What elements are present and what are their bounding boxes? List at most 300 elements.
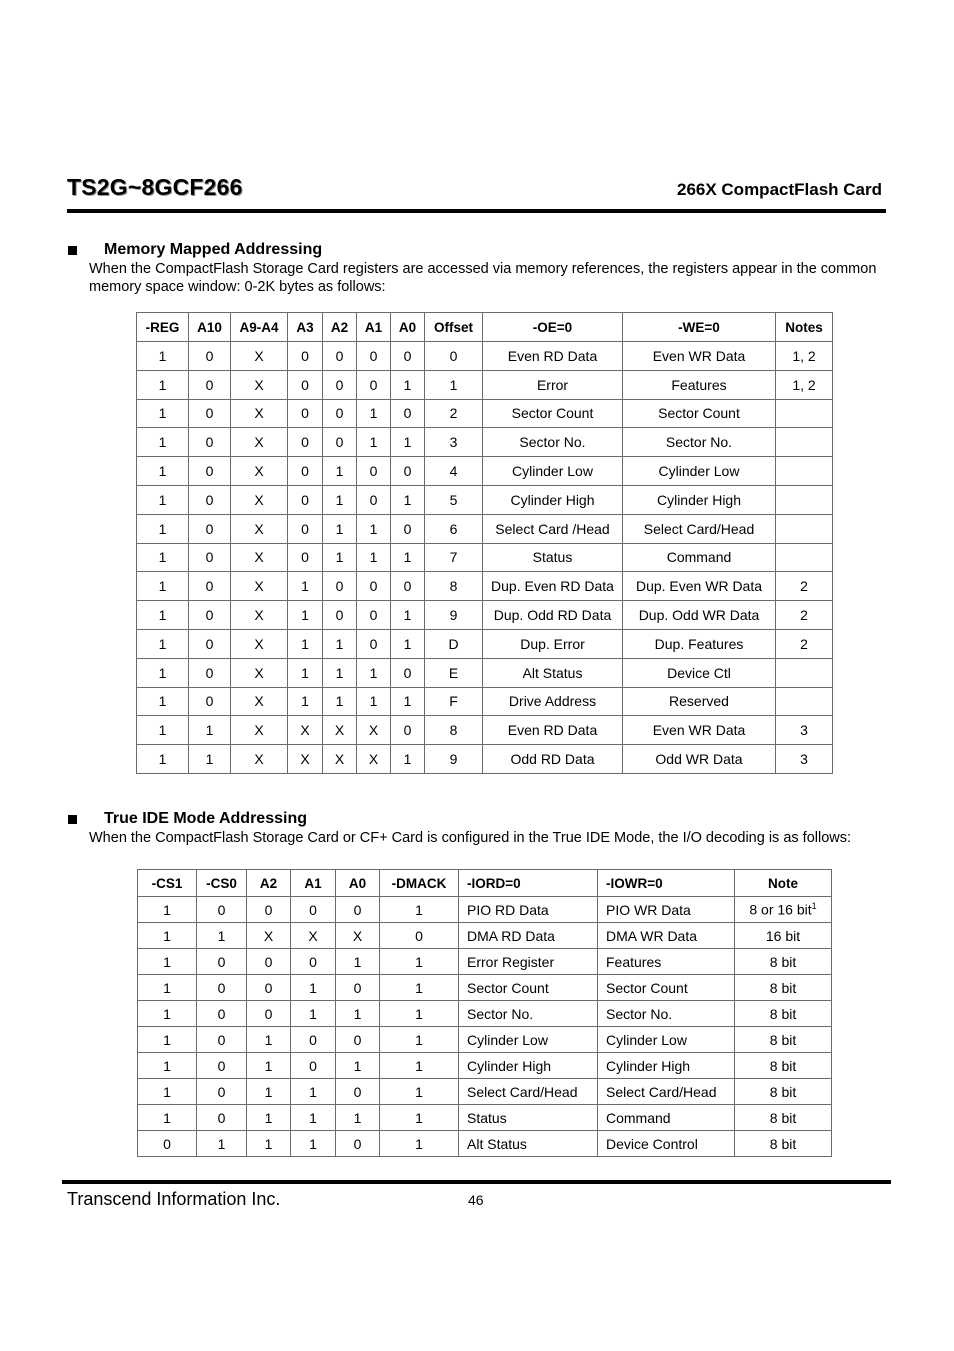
- cell-value: 1: [301, 607, 309, 624]
- table-cell: [247, 1131, 291, 1157]
- cell-value: 1: [158, 722, 167, 739]
- cell-value: 1: [415, 1005, 423, 1022]
- table-cell: [291, 1131, 336, 1157]
- table-cell: [380, 1131, 459, 1157]
- table-cell: [623, 687, 776, 716]
- cell-value: 0: [369, 491, 378, 508]
- ide-table-body: [138, 897, 832, 1157]
- cell-value: 8 bit: [769, 1135, 797, 1152]
- cell-value: 0: [205, 463, 214, 480]
- cell-value: 0: [369, 347, 378, 364]
- table-cell: [391, 485, 425, 514]
- table-row: [138, 1105, 832, 1131]
- table-cell: [391, 716, 425, 745]
- table-cell: [425, 543, 483, 572]
- table-cell: [231, 716, 288, 745]
- table-cell: [288, 572, 323, 601]
- table-cell: [189, 687, 231, 716]
- column-header: -IORD=0: [459, 870, 598, 897]
- cell-value: 1: [369, 664, 378, 681]
- cell-value: 1: [353, 1057, 362, 1074]
- cell-value: 0: [301, 434, 309, 451]
- cell-value: X: [254, 693, 264, 710]
- table-cell: [138, 1001, 197, 1027]
- cell-value: 1: [158, 693, 167, 710]
- table-cell: [288, 485, 323, 514]
- cell-value: Even WR Data: [652, 722, 746, 739]
- cell-value: 1: [403, 693, 412, 710]
- cell-value: 1: [403, 751, 412, 768]
- table-cell: [776, 428, 833, 457]
- table-cell: [137, 629, 189, 658]
- table-cell: [380, 923, 459, 949]
- cell-value: 1: [369, 693, 378, 710]
- cell-value: Sector No.: [519, 434, 586, 451]
- table-cell: [391, 342, 425, 371]
- cell-value: 3: [800, 722, 808, 739]
- table-cell: [288, 342, 323, 371]
- cell-value: 8 bit: [769, 1109, 797, 1126]
- cell-value: 2: [800, 635, 808, 652]
- table-cell: [735, 897, 832, 923]
- cell-value: 0: [353, 1135, 362, 1152]
- table-cell: [425, 342, 483, 371]
- cell-value: F: [449, 693, 458, 710]
- footer-company: Transcend Information Inc.: [67, 1189, 281, 1209]
- cell-value: Cylinder Low: [512, 463, 593, 480]
- table-cell: [357, 428, 391, 457]
- table-cell: [247, 923, 291, 949]
- section-description-memory-mapped: When the CompactFlash Storage Card registers are accessed via memory references, the registers appear in the common memory space window: 0-2K bytes as follows:: [89, 261, 877, 295]
- table-cell: [231, 658, 288, 687]
- table-cell: [483, 658, 623, 687]
- cell-value: 0: [264, 901, 273, 918]
- cell-value: 2: [800, 607, 808, 624]
- cell-value: 1: [217, 927, 226, 944]
- header-row: [137, 313, 833, 342]
- cell-value: 1: [301, 578, 309, 595]
- section-heading-text: True IDE Mode Addressing: [104, 810, 307, 827]
- cell-value: Reserved: [669, 693, 729, 710]
- cell-value: X: [254, 520, 264, 537]
- cell-value: Dup. Odd WR Data: [638, 607, 760, 624]
- cell-value: X: [254, 578, 264, 595]
- cell-value: 1: [163, 1109, 171, 1126]
- table-cell: [231, 342, 288, 371]
- table-cell: [425, 601, 483, 630]
- cell-value: Cylinder High: [656, 491, 742, 508]
- cell-value: 0: [205, 549, 214, 566]
- table-row: [137, 543, 833, 572]
- table-row: [138, 1001, 832, 1027]
- table-cell: [623, 572, 776, 601]
- table-cell: [357, 572, 391, 601]
- table-cell: [391, 572, 425, 601]
- table-cell: [336, 897, 380, 923]
- table-cell: [336, 949, 380, 975]
- column-header: -WE=0: [623, 313, 776, 342]
- cell-value: Sector No.: [665, 434, 733, 451]
- table-cell: [459, 1001, 598, 1027]
- cell-value: 0: [403, 722, 412, 739]
- cell-value: Drive Address: [508, 693, 597, 710]
- cell-value: 0: [301, 520, 309, 537]
- cell-value: 9: [449, 751, 458, 768]
- table-cell: [391, 687, 425, 716]
- cell-value: 0: [205, 607, 214, 624]
- cell-value: Select Card/Head: [467, 1083, 578, 1100]
- cell-value: 1: [163, 979, 171, 996]
- cell-value: 0: [217, 1057, 226, 1074]
- table-cell: [425, 716, 483, 745]
- column-header: A2: [247, 870, 291, 897]
- table-cell: [623, 629, 776, 658]
- cell-value: 1: [163, 1057, 171, 1074]
- table-cell: [623, 716, 776, 745]
- column-header: A0: [391, 313, 425, 342]
- cell-value: 1: [335, 664, 344, 681]
- table-cell: [137, 485, 189, 514]
- cell-value: 1: [309, 1109, 317, 1126]
- table-cell: [189, 629, 231, 658]
- table-cell: [483, 543, 623, 572]
- table-cell: [776, 457, 833, 486]
- cell-value: Even RD Data: [507, 347, 598, 364]
- table-cell: [137, 370, 189, 399]
- table-row: [137, 514, 833, 543]
- cell-value: Select Card /Head: [495, 520, 610, 537]
- true-ide-register-table: [137, 869, 832, 1157]
- table-cell: [323, 687, 357, 716]
- table-cell: [197, 1001, 247, 1027]
- cell-value: Select Card/Head: [606, 1083, 717, 1100]
- cell-value: 1: [158, 664, 167, 681]
- table-cell: [231, 514, 288, 543]
- cell-value: 0: [217, 1109, 226, 1126]
- cell-value: 1: [415, 1031, 423, 1048]
- table-cell: [483, 514, 623, 543]
- table-cell: [231, 457, 288, 486]
- cell-value: 1: [415, 1083, 423, 1100]
- memory-mapped-register-table: [136, 312, 833, 774]
- table-cell: [189, 514, 231, 543]
- table-cell: [425, 687, 483, 716]
- table-cell: [776, 543, 833, 572]
- table-cell: [483, 457, 623, 486]
- table-cell: [776, 687, 833, 716]
- table-cell: [483, 716, 623, 745]
- table-cell: [323, 514, 357, 543]
- table-cell: [776, 716, 833, 745]
- column-header: -CS1: [138, 870, 197, 897]
- cell-value: 1: [309, 1005, 317, 1022]
- cell-value: 8 or 16 bit: [749, 901, 812, 918]
- table-cell: [623, 658, 776, 687]
- table-cell: [391, 629, 425, 658]
- table-cell: [247, 1079, 291, 1105]
- cell-value: X: [334, 751, 345, 768]
- cell-value: Alt Status: [467, 1135, 527, 1152]
- table-cell: [735, 1053, 832, 1079]
- cell-value: 1: [158, 635, 167, 652]
- table-cell: [197, 897, 247, 923]
- table-cell: [197, 1053, 247, 1079]
- cell-value: 0: [403, 520, 412, 537]
- table-row: [138, 1131, 832, 1157]
- table-cell: [735, 949, 832, 975]
- cell-value: D: [448, 635, 459, 652]
- cell-value: 1: [158, 347, 167, 364]
- cell-value: 1, 2: [792, 376, 816, 393]
- table-cell: [380, 949, 459, 975]
- table-cell: [598, 1131, 735, 1157]
- table-cell: [197, 975, 247, 1001]
- table-cell: [598, 923, 735, 949]
- table-row: [137, 457, 833, 486]
- table-cell: [291, 1027, 336, 1053]
- table-cell: [323, 342, 357, 371]
- table-cell: [231, 745, 288, 774]
- table-cell: [336, 1027, 380, 1053]
- table-row: [137, 399, 833, 428]
- cell-value: Sector No.: [467, 1005, 534, 1022]
- table-cell: [291, 1053, 336, 1079]
- column-header: A1: [357, 313, 391, 342]
- table-cell: [197, 1131, 247, 1157]
- table-cell: [288, 745, 323, 774]
- cell-value: 0: [301, 405, 309, 422]
- cell-value: 1: [403, 434, 412, 451]
- cell-value: 0: [335, 578, 344, 595]
- cell-value: 0: [369, 635, 378, 652]
- cell-value: X: [254, 347, 264, 364]
- cell-value: Sector Count: [467, 979, 549, 996]
- cell-value: Select Card/Head: [643, 520, 755, 537]
- table-cell: [189, 457, 231, 486]
- cell-value: 0: [353, 901, 362, 918]
- cell-value: 1: [403, 491, 412, 508]
- cell-value: 1: [205, 751, 214, 768]
- header-divider: [67, 209, 886, 213]
- cell-value: X: [254, 491, 264, 508]
- table-cell: [138, 923, 197, 949]
- cell-value: 0: [403, 347, 412, 364]
- cell-value: X: [368, 722, 379, 739]
- table-cell: [288, 399, 323, 428]
- table-cell: [137, 342, 189, 371]
- cell-value: 8 bit: [769, 1005, 797, 1022]
- cell-value: Dup. Error: [520, 635, 585, 652]
- table-cell: [483, 687, 623, 716]
- column-header: A2: [323, 313, 357, 342]
- memory-table-header: [137, 313, 833, 342]
- cell-value: X: [254, 376, 264, 393]
- table-row: [137, 428, 833, 457]
- table-cell: [459, 1079, 598, 1105]
- table-cell: [138, 1027, 197, 1053]
- table-cell: [336, 1131, 380, 1157]
- cell-value: 3: [800, 751, 808, 768]
- table-cell: [288, 716, 323, 745]
- table-cell: [231, 370, 288, 399]
- table-cell: [391, 514, 425, 543]
- cell-value: 1: [158, 491, 167, 508]
- table-cell: [483, 485, 623, 514]
- cell-value: Cylinder High: [467, 1057, 552, 1074]
- cell-value: X: [254, 635, 264, 652]
- table-cell: [357, 514, 391, 543]
- table-cell: [197, 923, 247, 949]
- cell-value: 0: [205, 405, 214, 422]
- cell-value: 0: [205, 347, 214, 364]
- cell-value: X: [254, 549, 264, 566]
- table-cell: [357, 716, 391, 745]
- table-cell: [425, 629, 483, 658]
- cell-value: 1: [403, 635, 412, 652]
- section-heading-true-ide: [68, 810, 307, 828]
- table-cell: [137, 514, 189, 543]
- cell-value: X: [254, 405, 264, 422]
- table-cell: [231, 543, 288, 572]
- table-cell: [336, 975, 380, 1001]
- table-row: [137, 687, 833, 716]
- table-row: [137, 716, 833, 745]
- table-cell: [247, 1105, 291, 1131]
- cell-value: Command: [666, 549, 732, 566]
- cell-value: PIO RD Data: [467, 901, 549, 918]
- cell-value: 8: [449, 722, 458, 739]
- document-subtitle: 266X CompactFlash Card: [676, 180, 882, 199]
- table-cell: [137, 658, 189, 687]
- table-cell: [483, 399, 623, 428]
- table-cell: [247, 1027, 291, 1053]
- table-cell: [291, 897, 336, 923]
- table-cell: [391, 457, 425, 486]
- cell-value: 3: [449, 434, 458, 451]
- table-cell: [231, 428, 288, 457]
- table-cell: [776, 601, 833, 630]
- cell-value: Odd WR Data: [655, 751, 743, 768]
- table-cell: [425, 745, 483, 774]
- cell-value: 1: [415, 1057, 423, 1074]
- table-row: [137, 342, 833, 371]
- table-cell: [137, 543, 189, 572]
- table-cell: [137, 428, 189, 457]
- table-cell: [189, 485, 231, 514]
- column-header: Offset: [425, 313, 483, 342]
- table-cell: [459, 897, 598, 923]
- table-cell: [357, 601, 391, 630]
- square-bullet-icon: [68, 246, 77, 255]
- table-cell: [425, 399, 483, 428]
- cell-value: 1: [158, 520, 167, 537]
- table-cell: [189, 370, 231, 399]
- table-cell: [323, 457, 357, 486]
- cell-value: Cylinder Low: [658, 463, 740, 480]
- document-title: TS2G~8GCF266: [67, 174, 243, 200]
- table-cell: [357, 485, 391, 514]
- table-cell: [288, 428, 323, 457]
- cell-value: 1: [415, 1135, 423, 1152]
- column-header: -REG: [137, 313, 189, 342]
- cell-value: Features: [671, 376, 727, 393]
- table-cell: [459, 923, 598, 949]
- table-cell: [138, 1105, 197, 1131]
- cell-value: 1: [264, 1109, 273, 1126]
- cell-value: 1: [301, 664, 309, 681]
- cell-value: 1: [335, 520, 344, 537]
- table-cell: [189, 543, 231, 572]
- table-cell: [483, 370, 623, 399]
- table-cell: [189, 342, 231, 371]
- cell-value: 0: [205, 520, 214, 537]
- cell-value: 0: [205, 664, 214, 681]
- cell-value: 0: [403, 405, 412, 422]
- table-cell: [459, 1027, 598, 1053]
- table-cell: [323, 601, 357, 630]
- cell-value: DMA RD Data: [467, 927, 555, 944]
- table-row: [137, 370, 833, 399]
- column-header: Notes: [776, 313, 833, 342]
- cell-value: 6: [449, 520, 458, 537]
- cell-value: 0: [353, 979, 362, 996]
- table-row: [137, 658, 833, 687]
- cell-value: 1: [335, 549, 344, 566]
- table-cell: [189, 658, 231, 687]
- table-cell: [459, 949, 598, 975]
- table-cell: [288, 514, 323, 543]
- table-cell: [323, 428, 357, 457]
- table-cell: [323, 485, 357, 514]
- table-cell: [323, 716, 357, 745]
- cell-value: 8 bit: [769, 1057, 797, 1074]
- cell-value: 0: [369, 607, 378, 624]
- table-cell: [459, 975, 598, 1001]
- table-cell: [189, 601, 231, 630]
- cell-value: 5: [449, 491, 458, 508]
- table-row: [137, 745, 833, 774]
- table-cell: [291, 923, 336, 949]
- table-cell: [288, 658, 323, 687]
- cell-value: 1: [369, 405, 378, 422]
- cell-value: X: [254, 722, 264, 739]
- cell-value: Alt Status: [522, 664, 583, 681]
- table-cell: [623, 399, 776, 428]
- table-cell: [776, 745, 833, 774]
- table-cell: [623, 543, 776, 572]
- table-cell: [776, 629, 833, 658]
- section-description-true-ide: When the CompactFlash Storage Card or CF+ Card is configured in the True IDE Mode, the I/O decoding is as follows:: [89, 830, 852, 846]
- cell-value: 0: [264, 953, 273, 970]
- table-cell: [391, 543, 425, 572]
- table-cell: [598, 897, 735, 923]
- cell-value: 1: [205, 722, 214, 739]
- table-cell: [425, 428, 483, 457]
- cell-value: X: [254, 434, 264, 451]
- page-number: 46: [468, 1192, 484, 1208]
- cell-value: 1: [415, 979, 423, 996]
- table-cell: [138, 949, 197, 975]
- table-cell: [247, 949, 291, 975]
- cell-value: 1: [309, 979, 317, 996]
- cell-value: 1: [353, 1109, 362, 1126]
- cell-value: 1: [403, 376, 412, 393]
- cell-value: 0: [217, 1005, 226, 1022]
- cell-value: 0: [309, 1057, 317, 1074]
- cell-value: 0: [403, 664, 412, 681]
- table-cell: [247, 897, 291, 923]
- table-row: [138, 897, 832, 923]
